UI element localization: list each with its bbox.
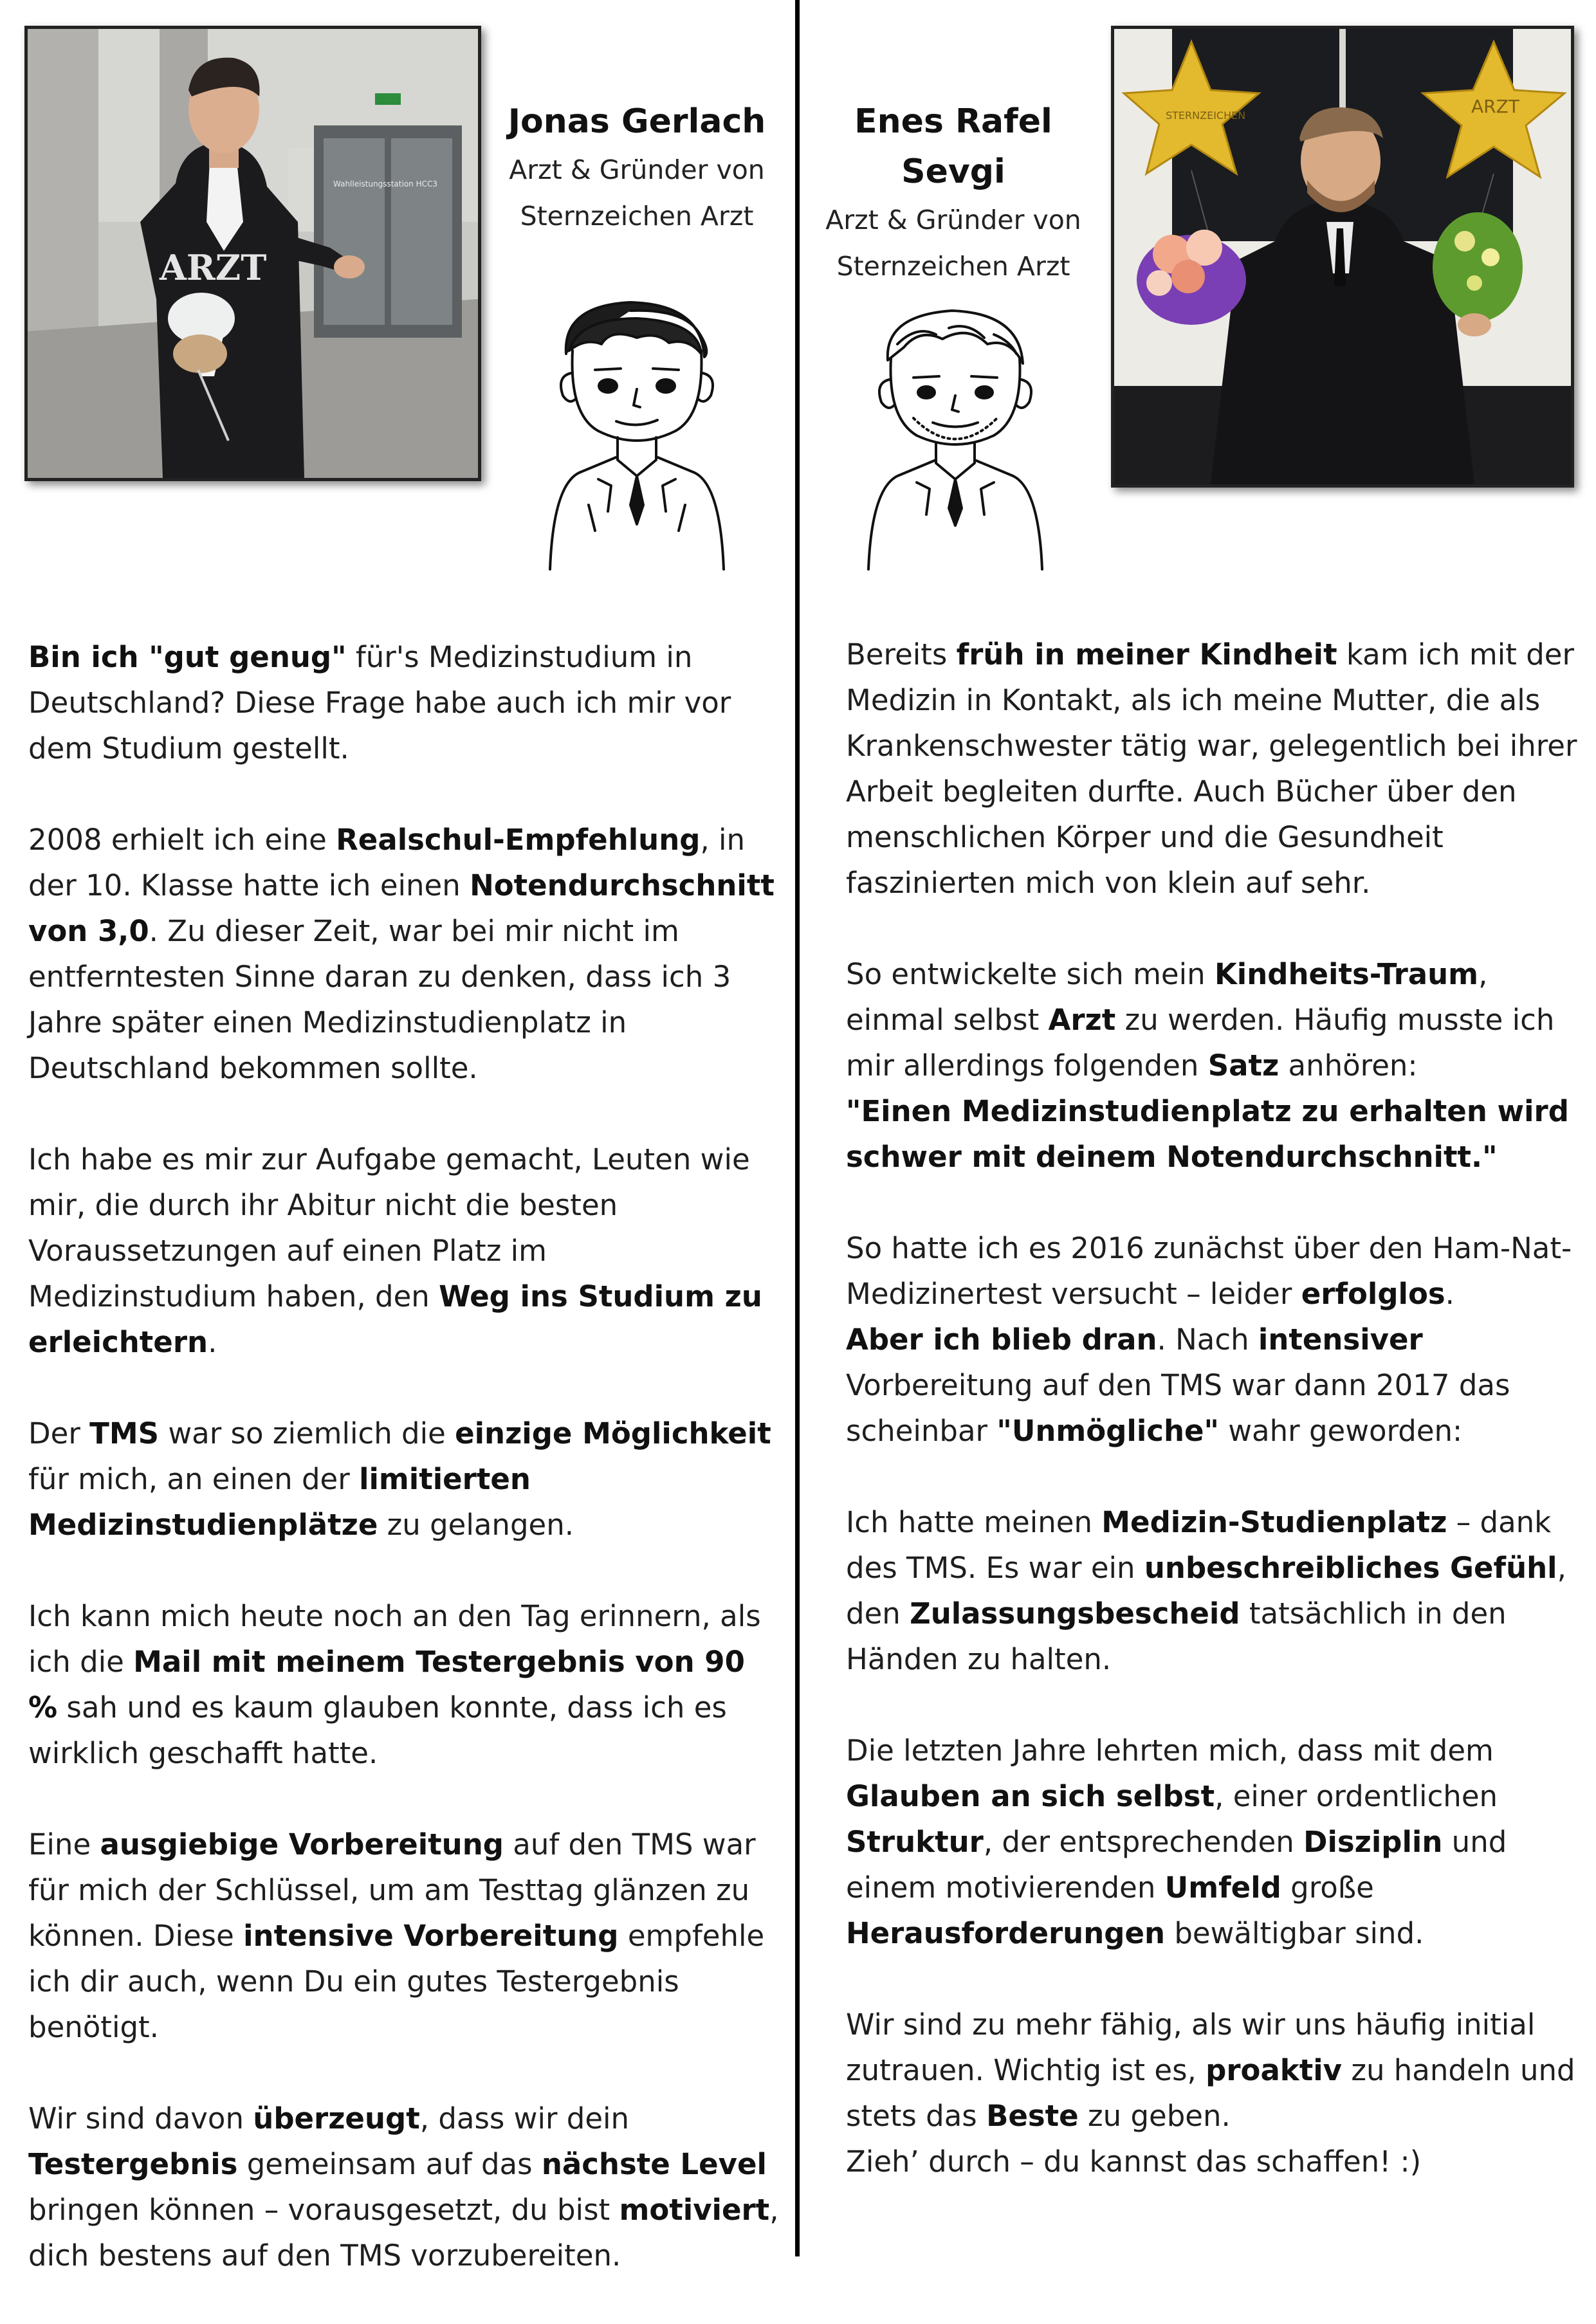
person-role: Arzt & Gründer von	[509, 154, 765, 185]
bold-text: intensiver	[1258, 1322, 1423, 1357]
text-run: , dich bestens auf den TMS vorzubereiten.	[28, 2193, 779, 2273]
text-run: Ich kann mich heute noch an den Tag erinnern, als ich die	[28, 1599, 761, 1679]
text-run: anhören:	[1279, 1048, 1418, 1083]
text-run: für mich, an einen der	[28, 1462, 360, 1496]
text-run: , dass wir dein	[419, 2101, 630, 2136]
text-run: , einer ordentlichen	[1215, 1779, 1498, 1813]
text-run: 2008 erhielt ich eine	[28, 823, 336, 857]
person-name: Jonas Gerlach	[508, 102, 766, 141]
bold-text: Glauben an sich selbst	[846, 1779, 1215, 1813]
text-run: Zieh’ durch – du kannst das schaffen! :)	[846, 2145, 1422, 2179]
text-run: Ich habe es mir zur Aufgabe gemacht, Leuten wie mir, die durch ihr Abitur nicht die besten Voraussetzungen auf einen Platz im Medizinstudium haben, den	[28, 1142, 750, 1313]
paragraph	[28, 1822, 781, 2050]
sketch-avatar-enes	[859, 299, 1052, 572]
text-run: .	[208, 1325, 217, 1359]
paragraph	[28, 1593, 781, 1776]
text-run: , in der 10. Klasse hatte ich einen	[28, 823, 746, 902]
center-divider	[795, 0, 800, 2256]
name-block-enes	[812, 96, 1095, 289]
text-run: empfehle ich dir auch, wenn Du ein gutes Testergebnis benötigt.	[28, 1919, 765, 2044]
text-run: gemeinsam auf das	[237, 2147, 542, 2181]
text-run: Wir sind davon	[28, 2101, 253, 2136]
text-column-right	[846, 632, 1586, 2230]
text-run: Bereits	[846, 637, 957, 672]
bold-text: Beste	[986, 2099, 1079, 2133]
bold-text: erfolglos	[1301, 1277, 1445, 1311]
text-run: bewältigbar sind.	[1165, 1916, 1424, 1950]
person-role-company: Sternzeichen Arzt	[520, 201, 754, 232]
bold-text: Herausforderungen	[846, 1916, 1166, 1950]
photo-enes-rafel-sevgi	[1111, 26, 1574, 488]
text-run: zu handeln und stets das	[846, 2053, 1575, 2133]
paragraph	[846, 1499, 1586, 1682]
text-run: Die letzten Jahre lehrten mich, dass mit dem	[846, 1734, 1494, 1768]
bold-text: früh in meiner Kindheit	[956, 637, 1337, 672]
text-run: bringen können – vorausgesetzt, du bist	[28, 2193, 619, 2227]
bold-text: motiviert	[619, 2193, 770, 2227]
paragraph	[28, 2096, 781, 2278]
bold-text: überzeugt	[253, 2101, 420, 2136]
text-run: große	[1281, 1871, 1374, 1905]
name-block-jonas	[495, 96, 778, 239]
text-column-left	[28, 634, 781, 2324]
text-run: tatsächlich in den Händen zu halten.	[846, 1597, 1507, 1676]
sketch-avatar-jonas	[540, 293, 733, 576]
text-run: , einmal selbst	[846, 957, 1488, 1037]
bold-text: Satz	[1207, 1048, 1280, 1083]
bold-text: Medizin-Studienplatz	[1101, 1505, 1447, 1539]
bold-text: Struktur	[846, 1825, 984, 1859]
paragraph	[846, 2002, 1586, 2184]
paragraph	[846, 1225, 1586, 1454]
text-run: Vorbereitung auf den TMS war dann 2017 das scheinbar	[846, 1368, 1510, 1448]
text-run: .	[1445, 1277, 1454, 1311]
bold-text: Weg ins Studium zu erleichtern	[28, 1279, 762, 1359]
balloon-right-text: ARZT	[1471, 96, 1519, 117]
bold-text: Arzt	[1048, 1003, 1116, 1037]
text-run: So hatte ich es 2016 zunächst über den Ham-Nat-Medizinertest versucht – leider	[846, 1231, 1572, 1311]
text-run: Der	[28, 1416, 90, 1450]
bold-text: limitierten Medizinstudienplätze	[28, 1462, 531, 1542]
paragraph	[28, 634, 781, 771]
bold-text: Zulassungsbescheid	[910, 1597, 1240, 1631]
bold-text: nächste Level	[541, 2147, 767, 2181]
text-run: zu gelangen.	[378, 1508, 574, 1542]
bold-text: Bin ich "gut genug"	[28, 640, 347, 674]
text-run: wahr geworden:	[1218, 1414, 1463, 1448]
bold-text: Aber ich blieb dran	[846, 1322, 1157, 1357]
text-run: . Zu dieser Zeit, war bei mir nicht im entferntesten Sinne daran zu denken, dass ich 3 Jahre später einen Medizinstudienplatz in Deutschland bekommen sollte.	[28, 914, 731, 1085]
bold-text: "Einen Medizinstudienplatz zu erhalten wird schwer mit deinem Notendurchschnitt."	[846, 1094, 1569, 1174]
text-run: war so ziemlich die	[159, 1416, 455, 1450]
bold-text: Notendurchschnitt von 3,0	[28, 868, 775, 948]
bold-text: Testergebnis	[28, 2147, 238, 2181]
person-name: Enes Rafel Sevgi	[854, 102, 1052, 191]
bold-text: Disziplin	[1303, 1825, 1443, 1859]
text-run: kam ich mit der Medizin in Kontakt, als ich meine Mutter, die als Krankenschwester tätig war, gelegentlich bei ihrer Arbeit begleiten durfte. Auch Bücher über den menschlichen Körper und die Gesundheit faszinierten mich von klein auf sehr.	[846, 637, 1577, 900]
bold-text: proaktiv	[1206, 2053, 1343, 2087]
bold-text: ausgiebige Vorbereitung	[100, 1827, 504, 1862]
text-run: zu werden. Häufig musste ich mir allerdings folgenden	[846, 1003, 1555, 1083]
bouquet-letters: ARZT	[160, 247, 267, 288]
text-run: Ich hatte meinen	[846, 1505, 1102, 1539]
bold-text: Mail mit meinem Testergebnis von 90 %	[28, 1645, 745, 1725]
bold-text: Umfeld	[1164, 1871, 1281, 1905]
text-run: und einem motivierenden	[846, 1825, 1507, 1905]
paragraph	[846, 951, 1586, 1180]
text-run: Wir sind zu mehr fähig, als wir uns häufig initial zutrauen. Wichtig ist es,	[846, 2008, 1536, 2087]
text-run: Eine	[28, 1827, 100, 1862]
bold-text: "Unmögliche"	[996, 1414, 1219, 1448]
bold-text: unbeschreibliches Gefühl	[1144, 1551, 1557, 1585]
text-run: zu geben.	[1078, 2099, 1231, 2133]
bold-text: intensive Vorbereitung	[243, 1919, 619, 1953]
text-run: auf den TMS war für mich der Schlüssel, um am Testtag glänzen zu können. Diese	[28, 1827, 756, 1953]
paragraph	[28, 817, 781, 1091]
paragraph	[846, 1728, 1586, 1956]
text-run: für's Medizinstudium in Deutschland? Diese Frage habe auch ich mir vor dem Studium gestellt.	[28, 640, 731, 765]
hallway-sign: Wahlleistungsstation HCC3	[333, 179, 438, 188]
person-role: Arzt & Gründer von	[825, 205, 1081, 235]
paragraph	[28, 1411, 781, 1548]
text-run: – dank des TMS. Es war ein	[846, 1505, 1552, 1585]
text-run: , den	[846, 1551, 1566, 1631]
paragraph	[28, 1137, 781, 1365]
bold-text: Kindheits-Traum	[1214, 957, 1479, 991]
photo-jonas-gerlach	[24, 26, 481, 481]
bold-text: TMS	[89, 1416, 160, 1450]
text-run: sah und es kaum glauben konnte, dass ich es wirklich geschafft hatte.	[28, 1690, 727, 1770]
paragraph	[846, 632, 1586, 906]
person-role-company: Sternzeichen Arzt	[836, 251, 1070, 282]
balloon-left-text: STERNZEICHEN	[1166, 109, 1246, 122]
text-run: , der entsprechenden	[983, 1825, 1304, 1859]
text-run: So entwickelte sich mein	[846, 957, 1215, 991]
bold-text: Realschul-Empfehlung	[336, 823, 701, 857]
bold-text: einzige Möglichkeit	[455, 1416, 771, 1450]
text-run: . Nach	[1157, 1322, 1258, 1357]
